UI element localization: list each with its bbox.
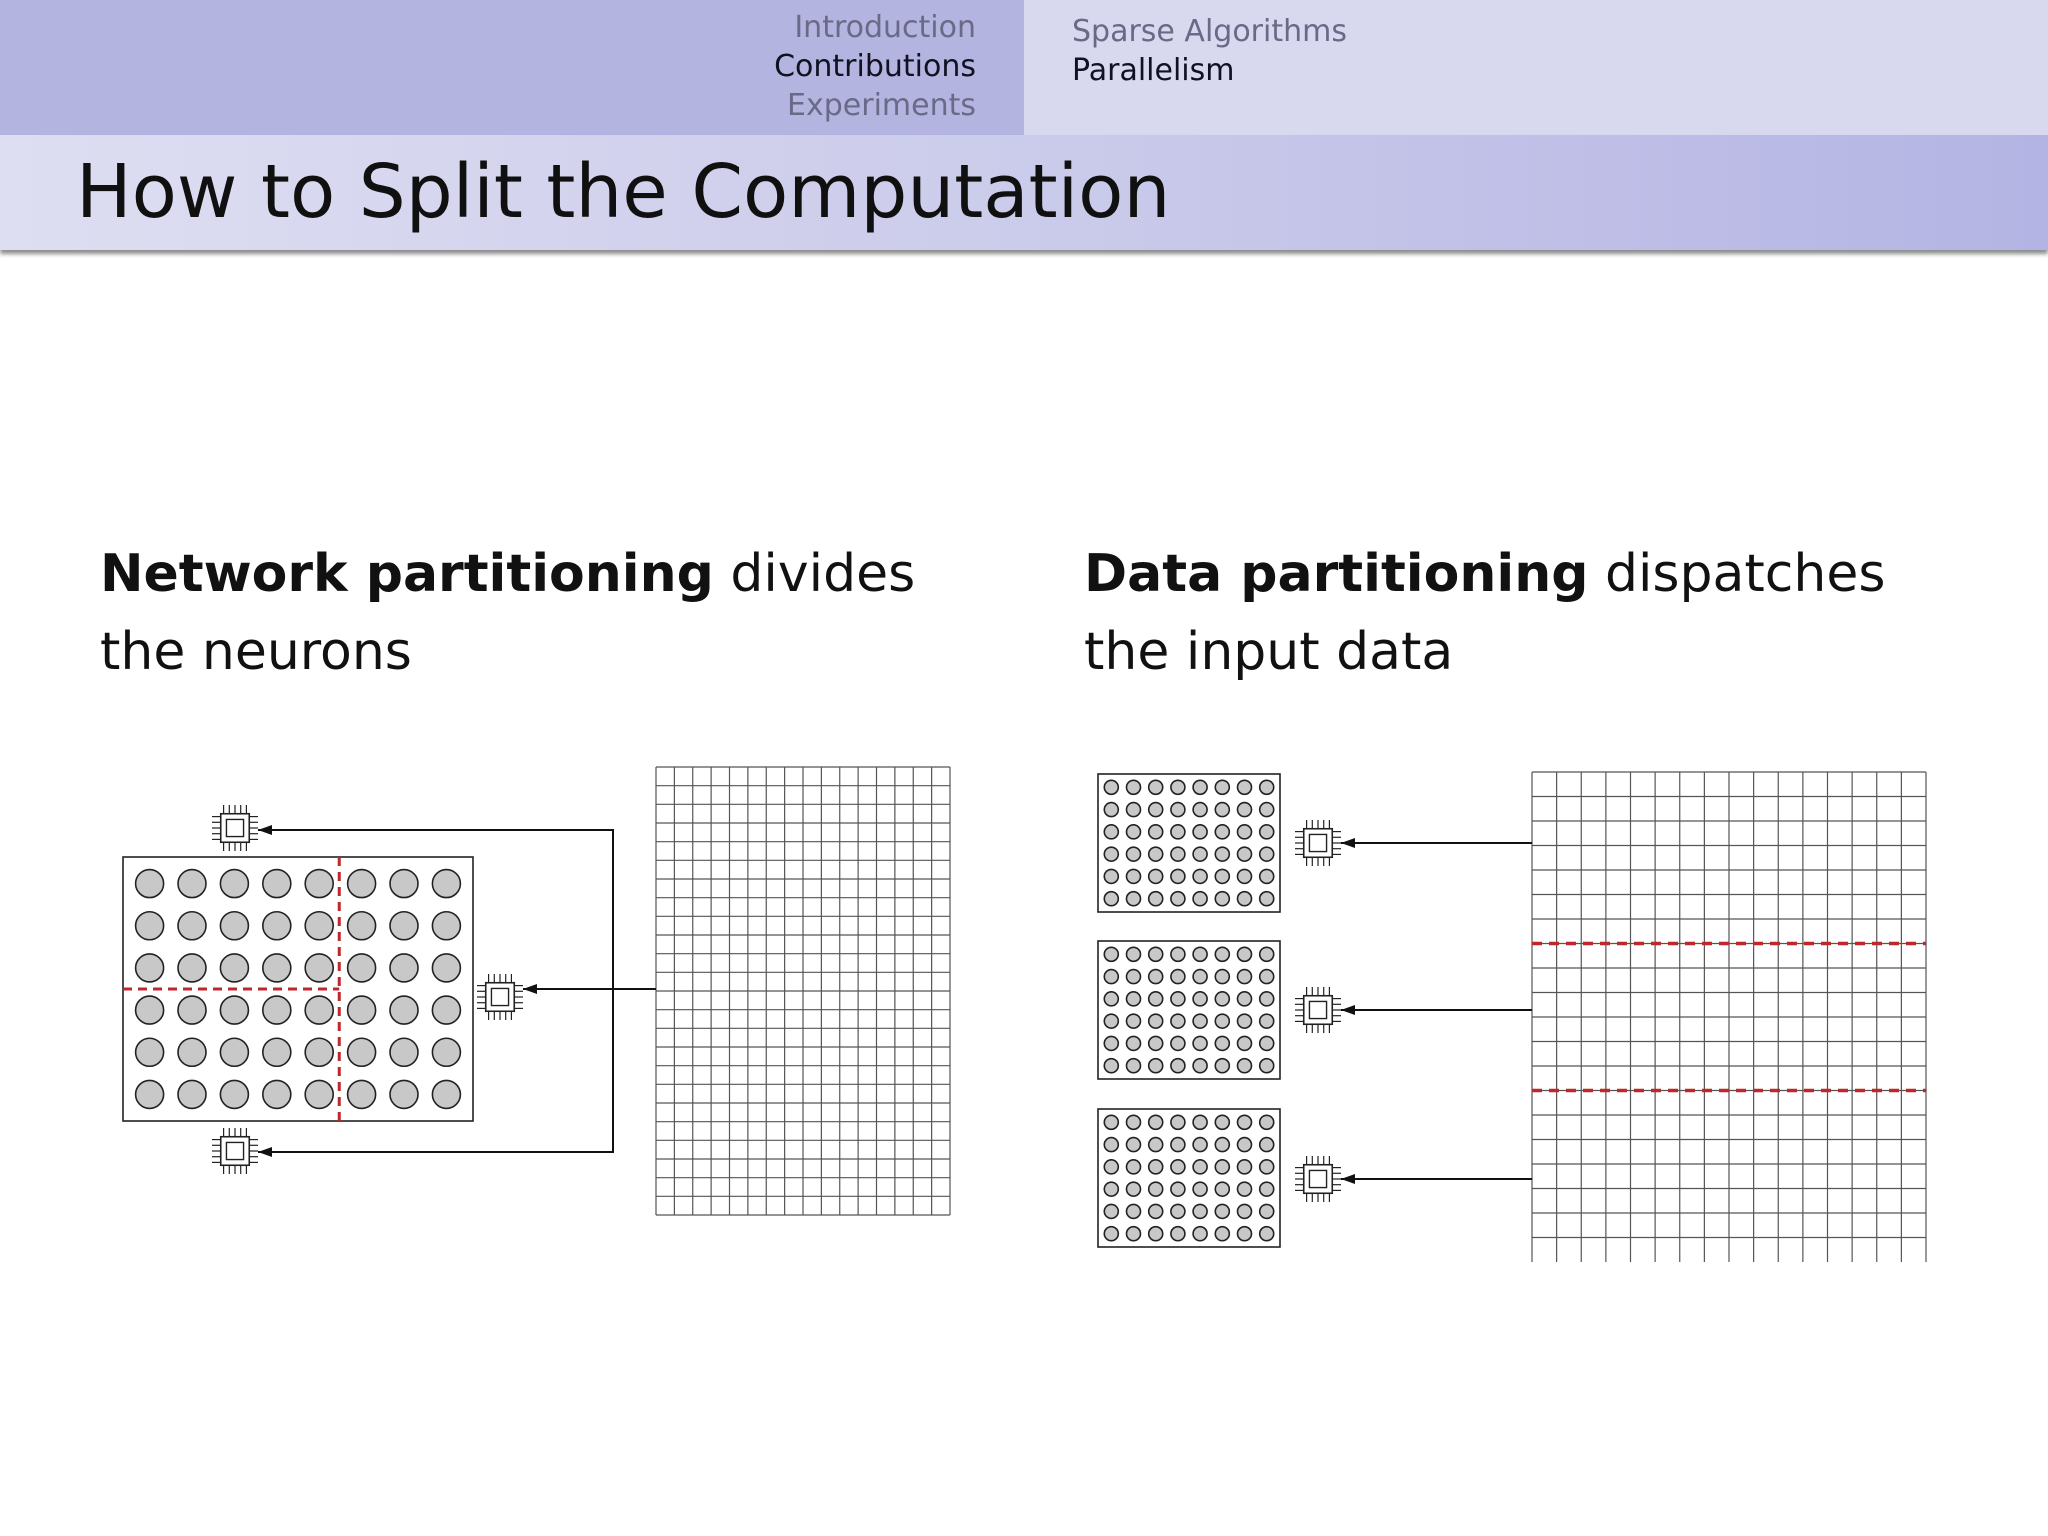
neuron — [1215, 1115, 1229, 1129]
neuron — [1171, 803, 1185, 817]
neuron — [136, 954, 164, 982]
neuron — [1171, 1227, 1185, 1241]
neuron — [1215, 1160, 1229, 1174]
frame-title-bar — [0, 135, 2048, 250]
neuron — [1193, 1036, 1207, 1050]
neuron — [1193, 869, 1207, 883]
neuron — [1149, 1204, 1163, 1218]
neuron — [1127, 1014, 1141, 1028]
nav-section-introduction[interactable]: Introduction — [794, 10, 976, 45]
arrow-to-processor — [1341, 838, 1532, 848]
arrow-head-icon — [523, 984, 537, 994]
neuron — [1127, 947, 1141, 961]
neuron — [1260, 1115, 1274, 1129]
neuron — [305, 870, 333, 898]
cpu-chip-icon — [212, 1128, 258, 1174]
neuron — [1193, 970, 1207, 984]
arrow-head-icon — [1341, 1005, 1355, 1015]
neuron — [1127, 869, 1141, 883]
neuron — [1238, 1138, 1252, 1152]
neuron — [1260, 847, 1274, 861]
neuron — [1238, 780, 1252, 794]
beamer-headline — [0, 0, 2048, 135]
input-data-grid — [656, 767, 950, 1215]
neuron — [1260, 1204, 1274, 1218]
neuron — [390, 1080, 418, 1108]
neuron — [1215, 869, 1229, 883]
neuron — [390, 912, 418, 940]
subsection-navigation — [1024, 0, 2048, 135]
arrow-head-icon — [1341, 838, 1355, 848]
neuron — [1171, 825, 1185, 839]
cpu-chip-icon — [477, 974, 523, 1020]
neuron — [1193, 847, 1207, 861]
neuron — [348, 870, 376, 898]
neuron — [1149, 869, 1163, 883]
neuron — [1238, 825, 1252, 839]
neuron — [1149, 780, 1163, 794]
neuron — [1193, 892, 1207, 906]
neuron — [1215, 847, 1229, 861]
neuron — [1104, 1138, 1118, 1152]
neuron — [1193, 1138, 1207, 1152]
neuron — [1193, 1160, 1207, 1174]
neuron — [1238, 992, 1252, 1006]
nav-section-contributions[interactable]: Contributions — [774, 49, 976, 84]
neuron — [1260, 1014, 1274, 1028]
neuron — [178, 954, 206, 982]
neuron — [1193, 780, 1207, 794]
neuron — [1104, 1115, 1118, 1129]
neuron — [1171, 992, 1185, 1006]
neuron — [1215, 970, 1229, 984]
neuron — [1127, 970, 1141, 984]
neuron — [1171, 847, 1185, 861]
arrow-head-icon — [1341, 1174, 1355, 1184]
arrow-to-processor — [1341, 1174, 1532, 1184]
neuron — [1127, 1182, 1141, 1196]
neuron — [1215, 947, 1229, 961]
neuron — [1127, 1204, 1141, 1218]
neuron — [390, 954, 418, 982]
neuron — [1149, 1036, 1163, 1050]
neuron — [432, 1038, 460, 1066]
neuron — [263, 996, 291, 1024]
network-partitioning-diagram — [0, 740, 980, 1260]
arrow-head-icon — [258, 825, 272, 835]
nav-subsection-sparse-algorithms[interactable]: Sparse Algorithms — [1072, 14, 1347, 49]
neuron — [178, 1038, 206, 1066]
neuron — [1149, 825, 1163, 839]
neuron — [1171, 1014, 1185, 1028]
neuron — [1149, 803, 1163, 817]
neuron — [220, 870, 248, 898]
neuron — [1260, 892, 1274, 906]
neuron — [178, 912, 206, 940]
neuron — [1104, 947, 1118, 961]
neuron — [1260, 1036, 1274, 1050]
neuron — [1260, 803, 1274, 817]
slide-title: How to Split the Computation — [76, 149, 1171, 235]
neuron — [1127, 1138, 1141, 1152]
neuron — [1149, 1138, 1163, 1152]
nav-section-experiments[interactable]: Experiments — [787, 88, 976, 123]
neuron — [1260, 1227, 1274, 1241]
neuron — [1193, 1182, 1207, 1196]
neuron — [1260, 780, 1274, 794]
neuron — [1193, 803, 1207, 817]
neuron — [1238, 847, 1252, 861]
neuron — [1127, 1036, 1141, 1050]
neuron — [390, 996, 418, 1024]
neuron — [178, 870, 206, 898]
neuron — [220, 1038, 248, 1066]
neuron — [220, 912, 248, 940]
neuron — [1104, 970, 1118, 984]
neuron — [1104, 1182, 1118, 1196]
neuron — [432, 954, 460, 982]
neuron — [1104, 1059, 1118, 1073]
neuron — [348, 1038, 376, 1066]
neuron — [305, 1080, 333, 1108]
neuron — [1149, 1182, 1163, 1196]
neuron — [1215, 992, 1229, 1006]
neuron — [1260, 970, 1274, 984]
input-data-grid — [1532, 772, 1926, 1262]
neuron — [1171, 780, 1185, 794]
neuron — [1260, 1059, 1274, 1073]
neuron — [348, 912, 376, 940]
neuron — [1149, 1014, 1163, 1028]
neuron — [432, 870, 460, 898]
neuron — [1193, 1204, 1207, 1218]
neuron — [1104, 780, 1118, 794]
neuron — [1238, 1036, 1252, 1050]
neuron — [1260, 1182, 1274, 1196]
neuron — [1149, 1160, 1163, 1174]
data-partitioning-text-1: dispatches — [1588, 544, 1886, 604]
neuron — [1104, 992, 1118, 1006]
cpu-chip-icon — [212, 805, 258, 851]
replica-network — [1098, 941, 1280, 1079]
neuron — [1215, 892, 1229, 906]
neuron — [1104, 1160, 1118, 1174]
neuron — [1238, 1059, 1252, 1073]
neuron — [1171, 1160, 1185, 1174]
neuron — [1238, 1115, 1252, 1129]
neuron — [178, 996, 206, 1024]
replica-network — [1098, 774, 1280, 912]
neuron — [1127, 780, 1141, 794]
neuron — [1260, 869, 1274, 883]
neuron — [1149, 992, 1163, 1006]
neuron — [263, 954, 291, 982]
neuron — [305, 912, 333, 940]
arrow-head-icon — [258, 1147, 272, 1157]
neuron — [1193, 1014, 1207, 1028]
section-list — [774, 8, 976, 125]
nav-subsection-parallelism[interactable]: Parallelism — [1072, 53, 1235, 88]
arrow-to-processor — [1341, 1005, 1532, 1015]
neuron — [1127, 847, 1141, 861]
neuron — [1104, 869, 1118, 883]
neuron — [1215, 1059, 1229, 1073]
network-partitioning-term: Network partitioning — [100, 544, 714, 604]
replica-network — [1098, 1109, 1280, 1247]
neuron — [348, 996, 376, 1024]
neuron — [1238, 1227, 1252, 1241]
neuron — [263, 870, 291, 898]
neuron — [348, 1080, 376, 1108]
neuron — [1104, 825, 1118, 839]
neuron — [305, 1038, 333, 1066]
neuron — [1215, 1036, 1229, 1050]
neuron — [1149, 1059, 1163, 1073]
neuron — [1215, 1227, 1229, 1241]
neuron — [1215, 780, 1229, 794]
neuron — [1260, 1160, 1274, 1174]
neuron — [220, 996, 248, 1024]
neuron — [1238, 1014, 1252, 1028]
neuron — [1260, 947, 1274, 961]
data-partitioning-description — [1084, 535, 1944, 691]
neuron — [1171, 892, 1185, 906]
subsection-list — [1072, 12, 1347, 90]
neuron — [1193, 1227, 1207, 1241]
neuron — [1127, 1160, 1141, 1174]
neuron — [1238, 869, 1252, 883]
data-partitioning-term: Data partitioning — [1084, 544, 1589, 604]
neuron — [1260, 992, 1274, 1006]
neuron — [1171, 869, 1185, 883]
cpu-chip-icon — [1295, 820, 1341, 866]
neuron — [1238, 970, 1252, 984]
neuron — [1149, 947, 1163, 961]
neuron — [1127, 1115, 1141, 1129]
neuron — [1104, 1014, 1118, 1028]
neuron — [305, 996, 333, 1024]
neuron — [1104, 1036, 1118, 1050]
neuron — [1171, 1036, 1185, 1050]
neuron — [1238, 803, 1252, 817]
neuron — [1127, 892, 1141, 906]
neuron — [1171, 1138, 1185, 1152]
neuron — [1104, 847, 1118, 861]
neuron — [348, 954, 376, 982]
neuron — [263, 1080, 291, 1108]
neuron — [1171, 1115, 1185, 1129]
network-partitioning-description — [100, 535, 960, 691]
neuron — [136, 912, 164, 940]
neuron — [1149, 892, 1163, 906]
neuron — [1104, 1227, 1118, 1241]
neuron — [1238, 1182, 1252, 1196]
neuron — [1215, 1182, 1229, 1196]
data-partitioning-text-2: the input data — [1084, 622, 1454, 682]
neuron — [1215, 1138, 1229, 1152]
data-partitioning-diagram — [1060, 740, 1960, 1280]
neuron — [1171, 947, 1185, 961]
neuron — [1215, 803, 1229, 817]
cpu-chip-icon — [1295, 987, 1341, 1033]
neuron — [1127, 1227, 1141, 1241]
neuron — [432, 912, 460, 940]
neuron — [1104, 803, 1118, 817]
neuron — [220, 1080, 248, 1108]
neuron — [1260, 825, 1274, 839]
neuron — [1193, 1059, 1207, 1073]
neuron — [178, 1080, 206, 1108]
neuron — [1238, 1204, 1252, 1218]
neuron — [1127, 825, 1141, 839]
neuron — [1193, 992, 1207, 1006]
neuron — [1127, 803, 1141, 817]
neuron — [1104, 892, 1118, 906]
arrow-to-middle-processor — [523, 984, 656, 994]
neuron — [263, 1038, 291, 1066]
neuron — [1149, 970, 1163, 984]
neuron — [390, 1038, 418, 1066]
section-navigation — [0, 0, 1024, 135]
neuron — [1215, 1014, 1229, 1028]
neuron — [1238, 892, 1252, 906]
neuron — [136, 996, 164, 1024]
neuron — [1171, 970, 1185, 984]
neuron — [1149, 1115, 1163, 1129]
neuron — [220, 954, 248, 982]
neuron — [432, 1080, 460, 1108]
neuron — [136, 1080, 164, 1108]
neuron — [1238, 1160, 1252, 1174]
neuron — [1215, 825, 1229, 839]
neuron — [1171, 1059, 1185, 1073]
neuron — [1193, 825, 1207, 839]
neuron — [1149, 847, 1163, 861]
neuron — [1193, 1115, 1207, 1129]
neuron — [1104, 1204, 1118, 1218]
neuron — [305, 954, 333, 982]
neuron — [390, 870, 418, 898]
cpu-chip-icon — [1295, 1156, 1341, 1202]
neuron — [1238, 947, 1252, 961]
neuron — [1193, 947, 1207, 961]
neuron — [1171, 1182, 1185, 1196]
neuron — [1260, 1138, 1274, 1152]
network-partitioning-text-1: divides — [713, 544, 916, 604]
neuron — [1149, 1227, 1163, 1241]
neuron — [1215, 1204, 1229, 1218]
neuron — [1171, 1204, 1185, 1218]
neuron — [136, 1038, 164, 1066]
neuron — [1127, 1059, 1141, 1073]
network-partitioning-text-2: the neurons — [100, 622, 412, 682]
neuron — [263, 912, 291, 940]
neuron — [1127, 992, 1141, 1006]
neuron — [136, 870, 164, 898]
neuron — [432, 996, 460, 1024]
